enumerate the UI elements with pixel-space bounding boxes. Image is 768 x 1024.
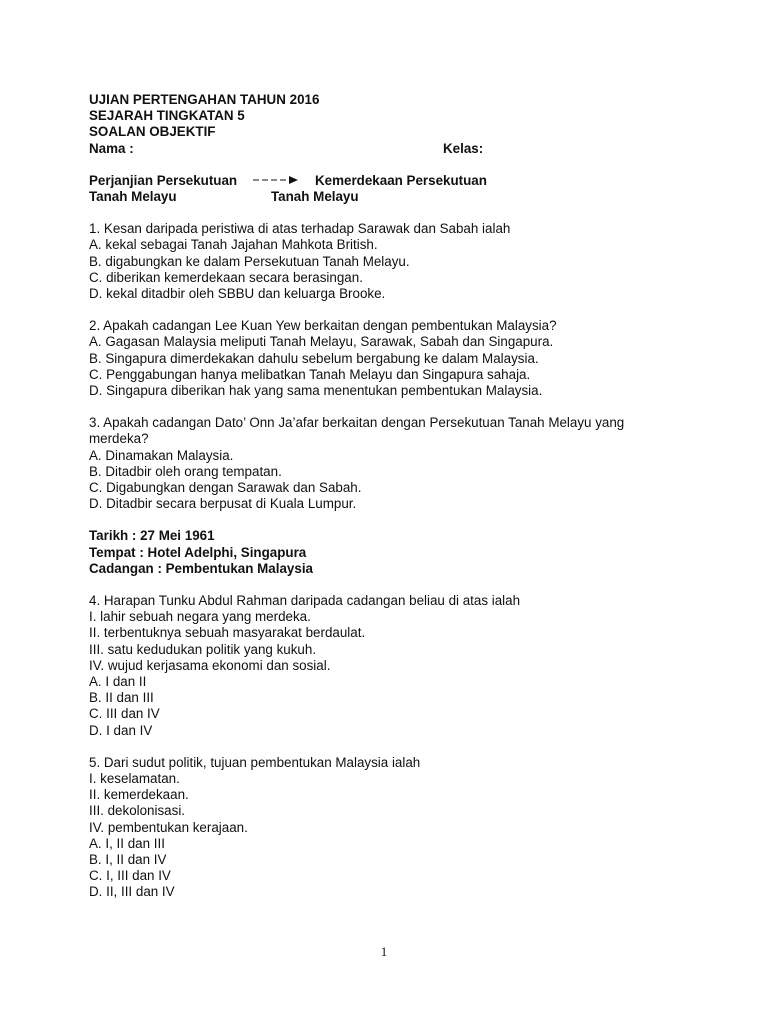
right-arrow-icon [253, 174, 299, 186]
option-a: A. kekal sebagai Tanah Jajahan Mahkota British. [89, 237, 378, 253]
option-c: C. I, III dan IV [89, 868, 171, 884]
question-4 [89, 593, 689, 739]
question-stem-cont: merdeka? [89, 431, 149, 447]
option-a: A. Gagasan Malaysia meliputi Tanah Melayu, Sarawak, Sabah dan Singapura. [89, 334, 554, 350]
kelas-label: Kelas: [443, 140, 484, 156]
name-class-row [89, 141, 689, 157]
option-b: B. II dan III [89, 690, 154, 706]
option-b: B. digabungkan ke dalam Persekutuan Tanah Melayu. [89, 253, 410, 269]
statement-ii: II. kemerdekaan. [89, 787, 189, 803]
question-1 [89, 221, 689, 302]
info-cadangan: Cadangan : Pembentukan Malaysia [89, 560, 313, 576]
question-stem: 3. Apakah cadangan Dato’ Onn Ja’afar berkaitan dengan Persekutuan Tanah Melayu yang [89, 415, 625, 431]
option-b: B. Ditadbir oleh orang tempatan. [89, 463, 282, 479]
info-box [89, 528, 689, 577]
flow-left-line2: Tanah Melayu [89, 188, 177, 204]
statement-i: I. lahir sebuah negara yang merdeka. [89, 609, 311, 625]
option-d: D. kekal ditadbir oleh SBBU dan keluarga Brooke. [89, 285, 386, 301]
option-c: C. III dan IV [89, 706, 160, 722]
question-stem: 5. Dari sudut politik, tujuan pembentukan Malaysia ialah [89, 754, 421, 770]
statement-i: I. keselamatan. [89, 771, 180, 787]
option-a: A. I, II dan III [89, 835, 165, 851]
question-stem: 4. Harapan Tunku Abdul Rahman daripada cadangan beliau di atas ialah [89, 593, 521, 609]
option-d: D. Ditadbir secara berpusat di Kuala Lumpur. [89, 496, 357, 512]
question-stem: 1. Kesan daripada peristiwa di atas terhadap Sarawak dan Sabah ialah [89, 221, 511, 237]
flow-row-1 [89, 173, 689, 189]
flow-left-line1: Perjanjian Persekutuan [89, 172, 238, 188]
option-a: A. Dinamakan Malaysia. [89, 447, 234, 463]
section-title: SOALAN OBJEKTIF [89, 124, 216, 140]
option-c: C. Digabungkan dengan Sarawak dan Sabah. [89, 480, 362, 496]
page-number: 1 [380, 944, 388, 959]
option-b: B. I, II dan IV [89, 852, 167, 868]
option-a: A. I dan II [89, 674, 147, 690]
flow-right-line1: Kemerdekaan Persekutuan [315, 172, 487, 188]
statement-ii: II. terbentuknya sebuah masyarakat berdaulat. [89, 625, 366, 641]
info-tempat: Tempat : Hotel Adelphi, Singapura [89, 544, 307, 560]
statement-iii: III. dekolonisasi. [89, 803, 186, 819]
option-d: D. Singapura diberikan hak yang sama menentukan pembentukan Malaysia. [89, 383, 543, 398]
nama-label: Nama : [89, 140, 134, 156]
flow-row-2 [89, 189, 689, 205]
option-d: D. I dan IV [89, 722, 153, 738]
option-c: C. Penggabungan hanya melibatkan Tanah Melayu dan Singapura sahaja. [89, 366, 531, 382]
statement-iv: IV. pembentukan kerajaan. [89, 819, 248, 835]
info-tarikh: Tarikh : 27 Mei 1961 [89, 528, 215, 544]
exam-page [89, 92, 689, 901]
statement-iv: IV. wujud kerjasama ekonomi dan sosial. [89, 657, 331, 673]
option-b: B. Singapura dimerdekakan dahulu sebelum bergabung ke dalam Malaysia. [89, 350, 539, 366]
question-2 [89, 318, 689, 399]
option-c: C. diberikan kemerdekaan secara berasingan. [89, 269, 363, 285]
subject-title: SEJARAH TINGKATAN 5 [89, 108, 245, 124]
question-stem: 2. Apakah cadangan Lee Kuan Yew berkaitan dengan pembentukan Malaysia? [89, 318, 557, 334]
question-3 [89, 415, 689, 512]
flow-right-line2: Tanah Melayu [271, 188, 359, 204]
question-5 [89, 755, 689, 901]
statement-iii: III. satu kedudukan politik yang kukuh. [89, 641, 317, 657]
exam-title: UJIAN PERTENGAHAN TAHUN 2016 [89, 92, 320, 107]
option-d: D. II, III dan IV [89, 884, 175, 900]
